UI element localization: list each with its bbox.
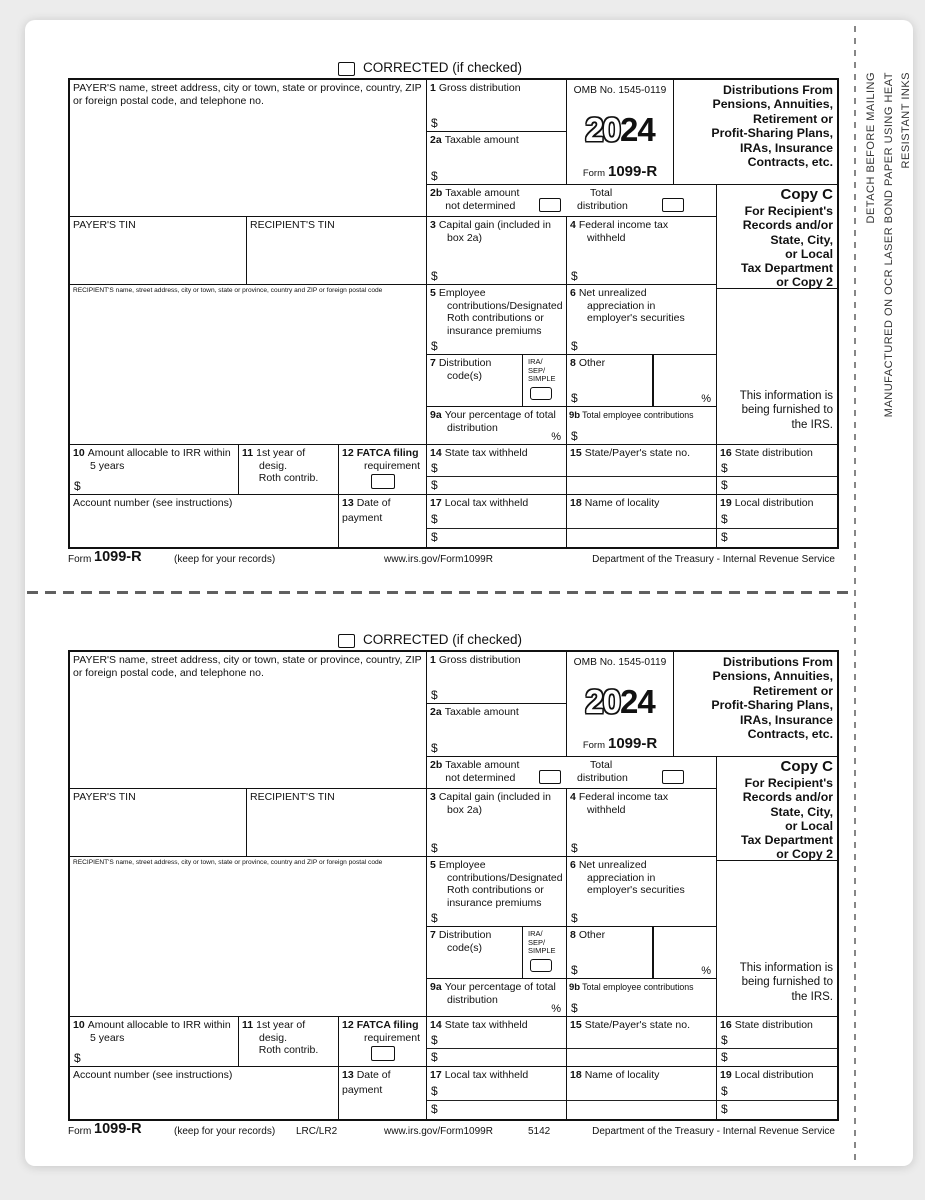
entry-divider bbox=[717, 1100, 837, 1101]
footer-form-word: Form bbox=[68, 554, 92, 565]
form-grid bbox=[68, 650, 839, 1121]
footer-treasury-label: Department of the Treasury - Internal Revenue Service bbox=[592, 1126, 835, 1137]
box-14-state-tax-withheld: 14 State tax withheld $ $ bbox=[427, 1017, 567, 1067]
footer-product-code: 5142 bbox=[528, 1126, 551, 1137]
recipient-tin-label: RECIPIENT'S TIN bbox=[250, 219, 335, 231]
form-footer bbox=[68, 546, 835, 565]
box-11-first-year-roth: 11 1st year of desig. Roth contrib. bbox=[239, 1017, 339, 1067]
omb-number: OMB No. 1545-0119 bbox=[573, 657, 667, 668]
box-3-capital-gain: 3 Capital gain (included in box 2a) $ bbox=[427, 789, 567, 857]
box-number: 2a bbox=[430, 134, 442, 146]
entry-divider bbox=[717, 476, 837, 477]
box-16-state-distribution: 16 State distribution $ $ bbox=[717, 1017, 837, 1067]
ira-sep-simple-box: IRA/ SEP/ SIMPLE bbox=[522, 927, 567, 978]
form-number-line: Form 1099-R bbox=[582, 163, 658, 180]
box-16-state-distribution: 16 State distribution $ $ bbox=[717, 445, 837, 495]
box-7-distribution-codes: 7 Distribution code(s) IRA/ SEP/ SIMPLE bbox=[427, 355, 567, 407]
box-label: Taxable amount bbox=[444, 134, 519, 146]
ira-sep-simple-box: IRA/ SEP/ SIMPLE bbox=[522, 355, 567, 406]
percent-sign: % bbox=[701, 965, 711, 977]
box-9a-percentage-total-distribution: 9a Your percentage of total distribution % bbox=[427, 979, 567, 1017]
year-suffix: 24 bbox=[620, 110, 655, 148]
dollar-sign: $ bbox=[571, 269, 578, 283]
box-7-distribution-codes: 7 Distribution code(s) IRA/ SEP/ SIMPLE bbox=[427, 927, 567, 979]
dollar-sign: $ bbox=[571, 911, 578, 925]
box-1-gross-distribution bbox=[427, 652, 567, 704]
box-18-name-of-locality: 18 Name of locality bbox=[567, 495, 717, 547]
copy-c-label: Copy C bbox=[780, 758, 833, 775]
footer-keep-note: (keep for your records) bbox=[174, 1126, 276, 1137]
dollar-sign: $ bbox=[571, 391, 578, 405]
dollar-sign: $ bbox=[431, 911, 438, 925]
dollar-sign: $ bbox=[571, 339, 578, 353]
detach-before-mailing-text: DETACH BEFORE MAILING bbox=[865, 72, 877, 224]
furnished-to-irs-note: This information is being furnished to the IRS. bbox=[717, 861, 837, 1017]
account-number-label: Account number (see instructions) bbox=[73, 497, 233, 509]
box-12-fatca-filing: 12 FATCA filing requirement bbox=[339, 445, 427, 495]
dollar-sign: $ bbox=[431, 1084, 438, 1098]
dollar-sign: $ bbox=[571, 841, 578, 855]
corrected-checkbox[interactable] bbox=[338, 62, 355, 76]
fatca-checkbox[interactable] bbox=[371, 474, 395, 489]
side-detach-dashed-line bbox=[854, 26, 856, 1160]
payer-tin-label: PAYER'S TIN bbox=[73, 219, 136, 231]
box-11-first-year-roth: 11 1st year of desig. Roth contrib. bbox=[239, 445, 339, 495]
manufactured-text: MANUFACTURED ON OCR LASER BOND PAPER USING HEAT RESISTANT INKS bbox=[882, 72, 912, 418]
year-prefix: 20 bbox=[585, 110, 620, 148]
dollar-sign: $ bbox=[721, 1084, 728, 1098]
box-9a-percentage-total-distribution: 9a Your percentage of total distribution % bbox=[427, 407, 567, 445]
footer-form-number: 1099-R bbox=[94, 1121, 142, 1137]
dollar-sign: $ bbox=[571, 963, 578, 977]
year-suffix: 24 bbox=[620, 682, 655, 720]
box-17-local-tax-withheld: 17 Local tax withheld $ $ bbox=[427, 1067, 567, 1119]
box-6-net-unrealized-appreciation: 6 Net unrealized appreciation in employer's securities $ bbox=[567, 857, 717, 927]
dollar-sign: $ bbox=[721, 512, 728, 526]
box-label: Gross distribution bbox=[438, 82, 521, 94]
corrected-label: CORRECTED (if checked) bbox=[363, 632, 523, 647]
dollar-sign: $ bbox=[571, 429, 578, 443]
box-10-amount-allocable-irr: 10 Amount allocable to IRR within 5 years $ bbox=[70, 445, 239, 495]
recipient-name-box bbox=[70, 285, 427, 445]
dollar-sign: $ bbox=[431, 1102, 438, 1116]
box-number: 1 bbox=[430, 654, 436, 666]
account-number-box bbox=[70, 1067, 339, 1119]
recipient-tin-label: RECIPIENT'S TIN bbox=[250, 791, 335, 803]
dollar-sign: $ bbox=[431, 339, 438, 353]
payer-name-label: PAYER'S name, street address, city or town, state or province, country, ZIP or foreign postal code, and telephone no. bbox=[73, 654, 422, 679]
footer-irs-url: www.irs.gov/Form1099R bbox=[384, 554, 493, 565]
footer-form-number: 1099-R bbox=[94, 549, 142, 565]
entry-divider bbox=[567, 1100, 716, 1101]
dollar-sign: $ bbox=[431, 512, 438, 526]
account-number-label: Account number (see instructions) bbox=[73, 1069, 233, 1081]
side-margin-text bbox=[863, 72, 916, 482]
box-13-date-of-payment: 13 Date of payment bbox=[339, 1067, 427, 1119]
box-12-fatca-filing: 12 FATCA filing requirement bbox=[339, 1017, 427, 1067]
year-prefix: 20 bbox=[585, 682, 620, 720]
furnished-to-irs-note: This information is being furnished to the IRS. bbox=[717, 289, 837, 445]
box-10-amount-allocable-irr: 10 Amount allocable to IRR within 5 years $ bbox=[70, 1017, 239, 1067]
ira-sep-simple-checkbox[interactable] bbox=[530, 387, 552, 400]
dollar-sign: $ bbox=[74, 479, 81, 493]
box-8-other: 8 Other $ % bbox=[567, 927, 717, 979]
total-distribution-group: Total distribution bbox=[577, 187, 628, 212]
tax-year bbox=[567, 682, 673, 720]
box-number: 1 bbox=[430, 82, 436, 94]
dollar-sign: $ bbox=[431, 478, 438, 492]
box-6-net-unrealized-appreciation: 6 Net unrealized appreciation in employer's securities $ bbox=[567, 285, 717, 355]
recipient-name-label: RECIPIENT'S name, street address, city or town, state or province, country and ZIP or foreign postal code bbox=[73, 859, 383, 866]
entry-divider bbox=[567, 1048, 716, 1049]
copy-c-block: Copy C For Recipient's Records and/or State, City, or Local Tax Department or Copy 2 bbox=[717, 185, 837, 289]
copy-c-label: Copy C bbox=[780, 186, 833, 203]
entry-divider bbox=[427, 1048, 566, 1049]
dollar-sign: $ bbox=[431, 1033, 438, 1047]
dollar-sign: $ bbox=[431, 169, 438, 183]
box-2a-taxable-amount bbox=[427, 132, 567, 185]
box-18-name-of-locality: 18 Name of locality bbox=[567, 1067, 717, 1119]
total-distribution-checkbox[interactable] bbox=[662, 770, 684, 784]
entry-divider bbox=[427, 1100, 566, 1101]
corrected-label: CORRECTED (if checked) bbox=[363, 60, 523, 75]
payer-name-box bbox=[70, 80, 427, 217]
dollar-sign: $ bbox=[721, 1033, 728, 1047]
footer-irs-url: www.irs.gov/Form1099R bbox=[384, 1126, 493, 1137]
dollar-sign: $ bbox=[721, 1102, 728, 1116]
omb-number: OMB No. 1545-0119 bbox=[573, 85, 667, 96]
box-15-state-payers-state-no: 15 State/Payer's state no. bbox=[567, 445, 717, 495]
detach-separator-dashed-line bbox=[27, 591, 854, 594]
box-17-local-tax-withheld: 17 Local tax withheld $ $ bbox=[427, 495, 567, 547]
entry-divider bbox=[567, 476, 716, 477]
dollar-sign: $ bbox=[431, 530, 438, 544]
box-9b-total-employee-contributions: 9b Total employee contributions $ bbox=[567, 407, 717, 445]
payer-tin-label: PAYER'S TIN bbox=[73, 791, 136, 803]
box-9b-total-employee-contributions: 9b Total employee contributions $ bbox=[567, 979, 717, 1017]
footer-form-word: Form bbox=[68, 1126, 92, 1137]
dollar-sign: $ bbox=[721, 478, 728, 492]
box-2a-taxable-amount bbox=[427, 704, 567, 757]
box-8-other: 8 Other $ % bbox=[567, 355, 717, 407]
dollar-sign: $ bbox=[431, 461, 438, 475]
recipient-name-label: RECIPIENT'S name, street address, city or town, state or province, country and ZIP or foreign postal code bbox=[73, 287, 383, 294]
box-15-state-payers-state-no: 15 State/Payer's state no. bbox=[567, 1017, 717, 1067]
box-19-local-distribution: 19 Local distribution $ $ bbox=[717, 495, 837, 547]
form-copy-bottom bbox=[25, 612, 837, 1144]
footer-keep-note: (keep for your records) bbox=[174, 554, 276, 565]
form-footer bbox=[68, 1118, 835, 1137]
entry-divider bbox=[427, 476, 566, 477]
dollar-sign: $ bbox=[431, 1050, 438, 1064]
percent-sign: % bbox=[701, 393, 711, 405]
total-distribution-group: Total distribution bbox=[577, 759, 628, 784]
box-5-employee-contributions: 5 Employee contributions/Designated Roth contributions or insurance premiums $ bbox=[427, 285, 567, 355]
entry-divider bbox=[567, 528, 716, 529]
taxable-not-determined-checkbox[interactable] bbox=[539, 770, 561, 784]
percent-sign: % bbox=[551, 1003, 561, 1015]
box-2b-taxable-not-determined: 2b Taxable amount not determined bbox=[430, 187, 520, 212]
payer-name-box bbox=[70, 652, 427, 789]
form-grid bbox=[68, 78, 839, 549]
box-14-state-tax-withheld: 14 State tax withheld $ $ bbox=[427, 445, 567, 495]
box-5-employee-contributions: 5 Employee contributions/Designated Roth contributions or insurance premiums $ bbox=[427, 857, 567, 927]
payer-tin-box bbox=[70, 217, 247, 285]
tax-year bbox=[567, 110, 673, 148]
box-4-federal-tax-withheld: 4 Federal income tax withheld $ bbox=[567, 217, 717, 285]
box-3-capital-gain: 3 Capital gain (included in box 2a) $ bbox=[427, 217, 567, 285]
box-19-local-distribution: 19 Local distribution $ $ bbox=[717, 1067, 837, 1119]
box-label: Taxable amount bbox=[444, 706, 519, 718]
dollar-sign: $ bbox=[431, 841, 438, 855]
omb-year-box bbox=[567, 652, 674, 757]
form-title: Distributions From Pensions, Annuities, Retirement or Profit-Sharing Plans, IRAs, Insurance Contracts, etc. bbox=[674, 652, 837, 757]
omb-year-box bbox=[567, 80, 674, 185]
copy-c-block: Copy C For Recipient's Records and/or State, City, or Local Tax Department or Copy 2 bbox=[717, 757, 837, 861]
form-title: Distributions From Pensions, Annuities, Retirement or Profit-Sharing Plans, IRAs, Insurance Contracts, etc. bbox=[674, 80, 837, 185]
account-number-box bbox=[70, 495, 339, 547]
fatca-checkbox[interactable] bbox=[371, 1046, 395, 1061]
footer-lrc-code: LRC/LR2 bbox=[296, 1126, 338, 1137]
payer-tin-box bbox=[70, 789, 247, 857]
dollar-sign: $ bbox=[721, 530, 728, 544]
total-distribution-checkbox[interactable] bbox=[662, 198, 684, 212]
box-number: 2a bbox=[430, 706, 442, 718]
corrected-checkbox[interactable] bbox=[338, 634, 355, 648]
dollar-sign: $ bbox=[431, 116, 438, 130]
recipient-tin-box bbox=[247, 217, 427, 285]
box-8-divider bbox=[652, 927, 654, 978]
form-number-line: Form 1099-R bbox=[582, 735, 658, 752]
percent-sign: % bbox=[551, 431, 561, 443]
box-2b-row bbox=[427, 185, 717, 217]
dollar-sign: $ bbox=[431, 269, 438, 283]
dollar-sign: $ bbox=[431, 688, 438, 702]
recipient-name-box bbox=[70, 857, 427, 1017]
footer-treasury-label: Department of the Treasury - Internal Revenue Service bbox=[592, 554, 835, 565]
entry-divider bbox=[717, 528, 837, 529]
form-copy-top bbox=[25, 40, 837, 572]
box-13-date-of-payment: 13 Date of payment bbox=[339, 495, 427, 547]
dollar-sign: $ bbox=[431, 741, 438, 755]
entry-divider bbox=[717, 1048, 837, 1049]
box-4-federal-tax-withheld: 4 Federal income tax withheld $ bbox=[567, 789, 717, 857]
dollar-sign: $ bbox=[721, 461, 728, 475]
ira-sep-simple-checkbox[interactable] bbox=[530, 959, 552, 972]
box-1-gross-distribution bbox=[427, 80, 567, 132]
box-8-divider bbox=[652, 355, 654, 406]
taxable-not-determined-checkbox[interactable] bbox=[539, 198, 561, 212]
payer-name-label: PAYER'S name, street address, city or town, state or province, country, ZIP or foreign postal code, and telephone no. bbox=[73, 82, 422, 107]
recipient-tin-box bbox=[247, 789, 427, 857]
form-paper bbox=[25, 20, 913, 1166]
box-2b-taxable-not-determined: 2b Taxable amount not determined bbox=[430, 759, 520, 784]
box-2b-row bbox=[427, 757, 717, 789]
dollar-sign: $ bbox=[721, 1050, 728, 1064]
box-label: Gross distribution bbox=[438, 654, 521, 666]
dollar-sign: $ bbox=[74, 1051, 81, 1065]
entry-divider bbox=[427, 528, 566, 529]
dollar-sign: $ bbox=[571, 1001, 578, 1015]
